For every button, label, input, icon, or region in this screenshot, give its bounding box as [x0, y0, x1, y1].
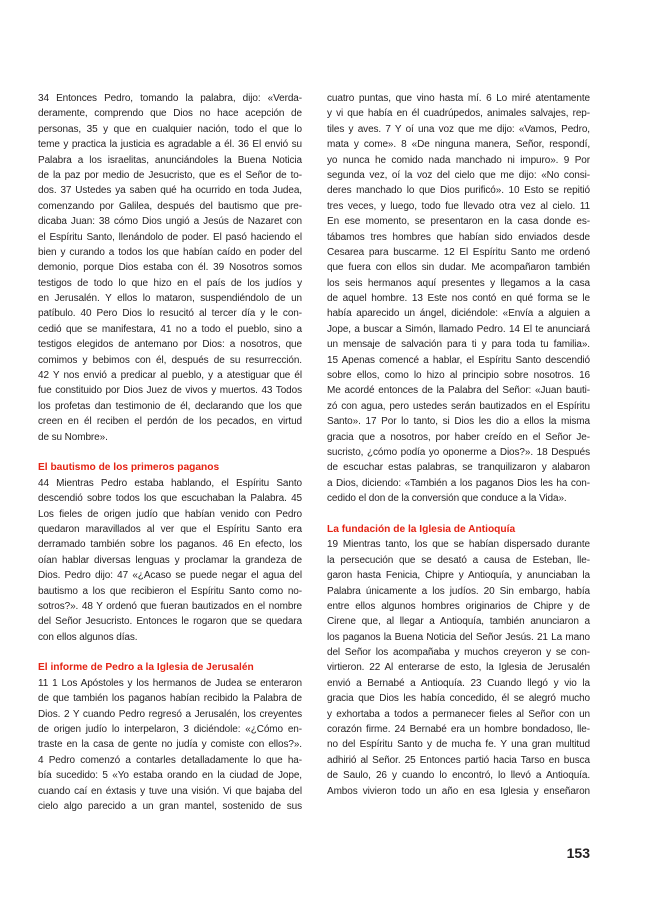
text-line: Palabra únicamente a los judíos. 20 Sin embargo, había: [327, 585, 590, 597]
text-line: gracia que a nosotros, por haber creído en el Señor Je-: [327, 431, 590, 443]
text-line: sotros?». 48 Y ordenó que fueran bautizados en el nombre: [38, 600, 302, 612]
text-line: personas, 35 y que en cualquier nación, todo el que lo: [38, 123, 302, 135]
text-line: Palabra a los israelitas, anunciándoles la Buena Noticia: [38, 154, 302, 166]
text-line: dos. 37 Ustedes ya saben qué ha ocurrido en toda Judea,: [38, 185, 302, 197]
text-line: segunda vez, oí la voz del cielo que me dijo: «No consi-: [327, 169, 590, 181]
paragraph: [327, 537, 590, 799]
text-line: En ese momento, se presentaron en la casa donde es-: [327, 216, 590, 228]
text-line: del Señor los acompañaba y muchos creyeron y se con-: [327, 647, 590, 659]
text-line: cielo algo parecido a un gran mantel, sostenido de sus: [38, 800, 302, 812]
text-line: Dios. Pedro dijo: 47 «¿Acaso se puede negar el agua del: [38, 570, 302, 582]
text-line: de origen judío lo interpelaron, 3 diciéndole: «¿Cómo en-: [38, 724, 302, 736]
text-line: de aquel hombre. 13 Este nos contó en qué forma se le: [327, 293, 590, 305]
text-line: de Saulo, 26 y cuando lo encontró, lo llevó a Antioquía.: [327, 770, 590, 782]
text-line: oían hablar diversas lenguas y proclamar la grandeza de: [38, 554, 302, 566]
text-line: bautismo a los que recibieron el Espíritu Santo como no-: [38, 585, 302, 597]
text-line: con ellos algunos días.: [38, 631, 138, 643]
page-number: 153: [566, 845, 590, 861]
text-line: teme y practica la justicia es agradable a él. 36 El envió su: [38, 139, 302, 151]
text-line: bien y curando a todos los que habían caído en poder del: [38, 246, 302, 258]
text-line: los paganos la Buena Noticia del Señor Jesús. 21 La mano: [327, 631, 590, 643]
paragraph: [38, 91, 302, 445]
text-line: Los fieles de origen judío que habían venido con Pedro: [38, 508, 302, 520]
text-line: tres veces, y luego, todo fue llevado otra vez al cielo. 11: [327, 200, 590, 212]
text-line: corazón firme. 24 Bernabé era un hombre bondadoso, lle-: [327, 724, 590, 736]
text-line: del Señor Jesucristo. Entonces le rogaron que se quedara: [38, 616, 302, 628]
text-line: creen en él reciben el perdón de los pecados, en virtud: [38, 416, 302, 428]
text-line: adhirió al Señor. 25 Entonces partió hacia Tarso en busca: [327, 754, 590, 766]
text-line: derramado también sobre los paganos. 46 En efecto, los: [38, 539, 302, 551]
text-line: Dios. 2 Y cuando Pedro regresó a Jerusalén, los creyentes: [38, 708, 302, 720]
text-line: zó con agua, pero ustedes serán bautizados en el Espíritu: [327, 400, 590, 412]
text-line: 42 Y nos envió a predicar al pueblo, y a atestiguar que él: [38, 370, 302, 382]
text-line: traste en la casa de gente no judía y comiste con ellos?».: [38, 739, 302, 751]
text-line: envió a Bernabé a Antioquía. 23 Cuando llegó y vio la: [327, 677, 590, 689]
text-line: cuatro puntas, que vino hasta mí. 6 Lo miré atentamente: [327, 93, 590, 104]
text-line: cedido el don de la conversión que conduce a la Vida».: [327, 493, 567, 505]
text-line: Cesarea para buscarme. 12 El Espíritu Santo me ordenó: [327, 246, 590, 258]
section-heading: El bautismo de los primeros paganos: [38, 462, 220, 474]
text-line: dicaba Juan: 38 cómo Dios ungió a Jesús de Nazaret con: [38, 216, 302, 228]
text-line: gracia que Dios les había concedido, él se alegró mucho: [327, 693, 590, 705]
text-line: y exhortaba a todos a permanecer fieles al Señor con un: [327, 708, 590, 720]
text-line: yo nunca he comido nada manchado ni impuro». 9 Por: [327, 154, 590, 166]
text-line: Me acordé entonces de la Palabra del Señor: «Juan bauti-: [327, 385, 590, 397]
text-line: en Jerusalén. Y ellos lo mataron, suspendiéndolo de un: [38, 293, 302, 305]
text-line: Jope, a buscar a Simón, llamado Pedro. 14 El te anunciará: [327, 323, 590, 335]
text-line: Ambos vivieron todo un año en esa Iglesia y enseñaron: [327, 785, 590, 797]
text-line: mata y come». 8 «De ninguna manera, Señor, respondí,: [327, 139, 590, 151]
text-line: comimos y bebimos con él, después de su resurrección.: [38, 354, 302, 366]
text-line: deramente, comprendo que Dios no hace acepción de: [38, 108, 302, 120]
text-line: 4 Pedro comenzó a contarles detalladamente lo que ha-: [38, 754, 302, 766]
text-line: los profetas dan testimonio de él, declarando que los que: [38, 400, 302, 412]
text-line: sucristo, ¿cómo podía yo oponerme a Dios?». 18 Después: [327, 446, 590, 458]
text-line: comenzando por Galilea, después del bautismo que pre-: [38, 200, 302, 212]
paragraph: [38, 676, 302, 815]
right-column: [327, 91, 590, 799]
section-heading: La fundación de la Iglesia de Antioquía: [327, 523, 516, 535]
text-line: 44 Mientras Pedro estaba hablando, el Espíritu Santo: [38, 477, 302, 489]
text-line: de escuchar estas palabras, se tranquilizaron y alabaron: [327, 462, 590, 474]
text-line: tábamos tres hombres que habían sido enviados desde: [327, 231, 590, 243]
text-line: 19 Mientras tanto, los que se habían dispersado durante: [327, 539, 590, 551]
text-line: que fuera con ellos sin dudar. Me acompañaron también: [327, 262, 590, 274]
text-line: deres manchado lo que Dios purificó». 10 Esto se repitió: [327, 185, 590, 197]
left-column: [38, 91, 302, 814]
text-line: garon hasta Fenicia, Chipre y Antioquía, y anunciaban la: [327, 570, 590, 582]
text-line: virtieron. 22 Al enterarse de esto, la Iglesia de Jerusalén: [327, 662, 590, 674]
text-line: tiles y aves. 7 Y oí una voz que me dijo: «Vamos, Pedro,: [327, 123, 590, 135]
text-line: la persecución que se desató a causa de Esteban, lle-: [327, 554, 590, 566]
text-line: descendió sobre todos los que escuchaban la Palabra. 45: [38, 493, 302, 505]
text-line: 15 Apenas comencé a hablar, el Espíritu Santo descendió: [327, 354, 590, 366]
text-line: de su Nombre».: [38, 431, 108, 443]
text-line: testigos de todo lo que hizo en el país de los judíos y: [38, 277, 302, 289]
paragraph: [327, 91, 590, 507]
text-line: quedaron maravillados al ver que el Espíritu Santo era: [38, 523, 302, 535]
text-line: 11 1 Los Apóstoles y los hermanos de Judea se enteraron: [38, 677, 302, 689]
text-line: cedió que se manifestara, 41 no a todo el pueblo, sino a: [38, 323, 302, 335]
text-line: de la paz por medio de Jesucristo, que es el Señor de to-: [38, 169, 302, 181]
text-line: patíbulo. 40 Pero Dios lo resucitó al tercer día y le con-: [38, 308, 302, 320]
text-line: entre ellos algunos hombres originarios de Chipre y de: [327, 600, 590, 612]
text-line: 34 Entonces Pedro, tomando la palabra, dijo: «Verda-: [38, 93, 302, 104]
text-line: Santo». 17 Por lo tanto, si Dios les dio a ellos la misma: [327, 416, 590, 428]
text-line: demonio, porque Dios estaba con él. 39 Nosotros somos: [38, 262, 302, 274]
text-line: cuando caí en éxtasis y tuve una visión. Vi que bajaba del: [38, 785, 302, 797]
text-line: testigos elegidos de antemano por Dios: a nosotros, que: [38, 339, 302, 351]
paragraph: [38, 476, 302, 645]
text-line: no del Espíritu Santo y de mucha fe. Y una gran multitud: [327, 739, 590, 751]
text-line: Cirene que, al llegar a Antioquía, también anunciaron a: [327, 616, 590, 628]
text-line: de que también los paganos habían recibido la Palabra de: [38, 693, 302, 705]
text-line: y vi que había en él cuadrúpedos, animales salvajes, rep-: [327, 108, 590, 120]
text-line: a Dios, diciendo: «También a los paganos Dios les ha con-: [327, 477, 590, 489]
text-line: sobre ellos, como lo hizo al principio sobre nosotros. 16: [327, 370, 590, 382]
text-line: fue constituido por Dios Juez de vivos y muertos. 43 Todos: [38, 385, 302, 397]
text-line: bía sucedido: 5 «Yo estaba orando en la ciudad de Jope,: [38, 770, 302, 782]
text-line: un mensaje de salvación para ti y para toda tu familia».: [327, 339, 590, 351]
text-line: los seis hermanos aquí presentes y llegamos a la casa: [327, 277, 590, 289]
text-line: había aparecido un ángel, diciéndole: «Envía a alguien a: [327, 308, 590, 320]
section-heading: El informe de Pedro a la Iglesia de Jerusalén: [38, 662, 254, 674]
text-line: el Espíritu Santo, llenándolo de poder. El pasó haciendo el: [38, 231, 302, 243]
